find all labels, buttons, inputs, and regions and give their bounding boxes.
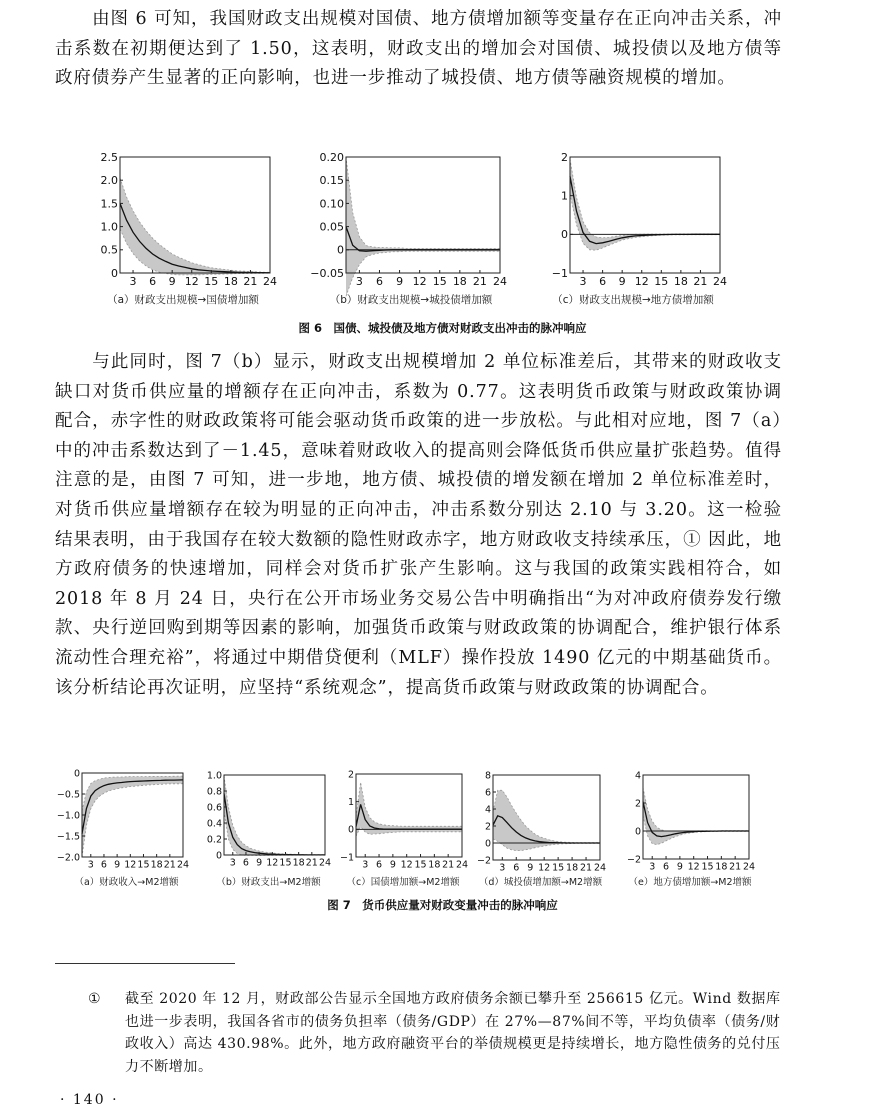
fig6c-ytick-label: −1 — [551, 266, 568, 280]
fig6b-xtick-label: 21 — [472, 275, 487, 288]
page-number: · 140 · — [60, 1092, 119, 1108]
fig7d-chart — [477, 770, 606, 888]
fig7d-ytick-label: 4 — [484, 804, 491, 816]
fig6b-chart — [310, 151, 507, 306]
fig7c-confidence-band — [356, 782, 462, 836]
fig7e-ytick-label: 0 — [634, 826, 641, 838]
fig7d-confidence-band — [493, 790, 600, 850]
fig7b-xtick-label: 15 — [279, 857, 292, 869]
fig6b-ytick-label: 0.20 — [319, 150, 344, 164]
fig6a-xtick-label: 15 — [204, 275, 219, 288]
fig6b-xtick-label: 3 — [355, 275, 363, 288]
fig7c-chart — [340, 769, 468, 888]
figure-6 — [0, 138, 885, 318]
fig7d-ytick-label: 2 — [484, 821, 491, 833]
fig7b-ytick-label: 0.6 — [206, 802, 222, 814]
figure-7 — [0, 762, 885, 894]
fig7c-xtick-label: 15 — [414, 859, 427, 871]
fig7e-xtick-label: 3 — [649, 861, 656, 873]
fig7a-ytick-label: −0.5 — [56, 789, 80, 801]
fig7d-ytick-label: 8 — [484, 770, 491, 782]
fig6a-chart — [101, 151, 278, 306]
fig6a-ytick-label: 0.5 — [100, 243, 118, 257]
fig7b-xtick-label: 6 — [242, 857, 249, 869]
fig7d-xtick-label: 18 — [566, 862, 579, 874]
fig7e-axes-frame — [643, 775, 749, 859]
fig6c-confidence-band — [570, 159, 720, 250]
fig7c-xtick-label: 21 — [442, 859, 455, 871]
fig6a-ytick-label: 2.0 — [100, 174, 118, 188]
fig7b-ytick-label: 1.0 — [206, 770, 222, 782]
fig7a-ytick-label: −2.0 — [56, 852, 80, 864]
fig6a-ytick-label: 1.5 — [100, 197, 118, 211]
fig7c-xtick-label: 24 — [455, 859, 469, 871]
fig6c-subcaption: （c）财政支出规模→地方债增加额 — [552, 294, 714, 306]
fig6b-xtick-label: 6 — [375, 275, 383, 288]
body-paragraph-1-text: 由图 6 可知，我国财政支出规模对国债、地方债增加额等变量存在正向冲击关系，冲击系数在初期便达到了 1.50，这表明，财政支出的增加会对国债、城投债以及地方债等政府债券产生显著的正向影响，也进一步推动了城投债、地方债等融资规模的增加。 — [55, 9, 782, 89]
fig6a-ytick-label: 0 — [111, 266, 118, 280]
fig7b-xtick-label: 18 — [292, 857, 305, 869]
fig6c-response-line — [570, 176, 720, 243]
fig7b-confidence-band — [224, 776, 325, 856]
fig6a-xtick-label: 18 — [223, 275, 238, 288]
fig7a-ytick-label: −1.5 — [56, 831, 80, 843]
fig7a-ytick-label: −1.0 — [56, 810, 80, 822]
fig6b-band-upper — [346, 157, 500, 248]
footnote-text: 截至 2020 年 12 月，财政部公告显示全国地方政府债务余额已攀升至 256615 亿元。Wind 数据库也进一步表明，我国各省市的债务负担率（债务/GDP）在 27%—87%间不等，平均负债率（债务/财政收入）高达 430.98%。此外，地方政府融资平台的举债规模更是持续增长，地方隐性债务的兑付压力不断增加。 — [125, 991, 781, 1075]
body-paragraph-1 — [55, 5, 782, 94]
fig6c-xtick-label: 9 — [618, 275, 626, 288]
fig7c-xtick-label: 12 — [400, 859, 413, 871]
fig7e-xtick-label: 6 — [663, 861, 670, 873]
fig7e-xtick-label: 12 — [687, 861, 700, 873]
fig7b-subcaption: （b）财政支出→M2增额 — [216, 877, 321, 888]
body-paragraph-2 — [55, 348, 782, 703]
fig7a-xtick-label: 24 — [176, 859, 190, 871]
fig7d-ytick-label: 0 — [484, 838, 491, 850]
fig7b-xtick-label: 3 — [229, 857, 236, 869]
fig7c-ytick-label: 2 — [347, 769, 354, 781]
fig7b-xtick-label: 12 — [266, 857, 279, 869]
fig7e-xtick-label: 21 — [729, 861, 742, 873]
fig7c-subcaption: （c）国债增加额→M2增额 — [346, 877, 460, 888]
fig6a-ytick-label: 1.0 — [100, 220, 118, 234]
fig7b-response-line — [224, 793, 325, 855]
footnote-divider — [55, 963, 235, 964]
fig7a-xtick-label: 15 — [137, 859, 150, 871]
fig7a-xtick-label: 9 — [114, 859, 121, 871]
fig7d-xtick-label: 9 — [527, 862, 534, 874]
fig6a-xtick-label: 12 — [184, 275, 199, 288]
fig6a-xtick-label: 6 — [149, 275, 157, 288]
fig6c-ytick-label: 2 — [561, 150, 568, 164]
fig7e-xtick-label: 15 — [701, 861, 714, 873]
figure-7-caption: 图 7 货币供应量对财政变量冲击的脉冲响应 — [327, 898, 558, 912]
footnote — [55, 988, 782, 1078]
fig6b-xtick-label: 24 — [493, 275, 507, 288]
fig6a-ytick-label: 2.5 — [100, 150, 118, 164]
fig7a-xtick-label: 12 — [124, 859, 137, 871]
fig7d-xtick-label: 24 — [593, 862, 607, 874]
fig6b-xtick-label: 12 — [412, 275, 427, 288]
fig7e-ytick-label: −2 — [626, 854, 641, 866]
fig6b-ytick-label: 0.05 — [319, 220, 344, 234]
fig7a-xtick-label: 6 — [100, 859, 107, 871]
fig7d-xtick-label: 6 — [513, 862, 520, 874]
fig7e-xtick-label: 9 — [676, 861, 683, 873]
fig7e-chart — [627, 770, 755, 888]
fig7d-xtick-label: 21 — [579, 862, 593, 874]
fig6b-ytick-label: 0 — [337, 243, 344, 257]
fig6c-xtick-label: 15 — [654, 275, 669, 288]
fig6a-xtick-label: 3 — [129, 275, 137, 288]
fig7e-subcaption: （e）地方债增加额→M2增额 — [628, 877, 752, 888]
fig7a-xtick-label: 18 — [150, 859, 163, 871]
fig6b-xtick-label: 15 — [432, 275, 447, 288]
fig7d-xtick-label: 12 — [538, 862, 551, 874]
fig7c-axes-frame — [356, 774, 462, 857]
fig7a-subcaption: （a）财政收入→M2增额 — [74, 877, 179, 888]
fig7a-chart — [57, 768, 189, 888]
fig7b-ytick-label: 0.4 — [206, 818, 222, 830]
fig7a-xtick-label: 21 — [163, 859, 176, 871]
fig6a-xtick-label: 21 — [243, 275, 258, 288]
fig6a-subcaption: （a）财政支出规模→国债增加额 — [107, 294, 259, 306]
fig7b-xtick-label: 9 — [256, 857, 263, 869]
fig7c-xtick-label: 3 — [362, 859, 369, 871]
fig6c-xtick-label: 3 — [579, 275, 587, 288]
fig7b-ytick-label: 0 — [215, 850, 222, 862]
fig7c-xtick-label: 9 — [389, 859, 396, 871]
fig6b-xtick-label: 9 — [396, 275, 404, 288]
fig6c-band-upper — [570, 159, 720, 238]
fig7d-ytick-label: 6 — [484, 787, 491, 799]
fig7d-xtick-label: 15 — [552, 862, 565, 874]
fig6b-band-lower — [346, 251, 500, 296]
fig6b-xtick-label: 18 — [452, 275, 467, 288]
fig6c-ytick-label: 1 — [561, 189, 568, 203]
fig6b-ytick-label: −0.05 — [310, 266, 344, 280]
fig6b-ytick-label: 0.15 — [319, 174, 344, 188]
fig7c-ytick-label: 1 — [347, 796, 354, 808]
fig6c-xtick-label: 12 — [634, 275, 649, 288]
fig7e-xtick-label: 24 — [742, 861, 756, 873]
fig7d-ytick-label: −2 — [476, 855, 491, 867]
fig7a-confidence-band — [82, 776, 183, 857]
fig7b-xtick-label: 24 — [318, 857, 332, 869]
body-paragraph-2-text: 与此同时，图 7（b）显示，财政支出规模增加 2 单位标准差后，其带来的财政收支缺口对货币供应量的增额存在正向冲击，系数为 0.77。这表明货币政策与财政政策协调配合，赤字性的财政政策将可能会驱动货币政策的进一步放松。与此相对应地，图 7（a）中的冲击系数达到了－1.45，意味着财政收入的提高则会降低货币供应量扩张趋势。值得注意的是，由图 7 可知，进一步地，地方债、城投债的增发额在增加 2 单位标准差时，对货币供应量增额存在较为明显的正向冲击，冲击系数分别达 2.10 与 3.20。这一检验结果表明，由于我国存在较大数额的隐性财政赤字，地方财政收支持续承压，① 因此，地方政府债务的快速增加，同样会对货币扩张产生影响。这与我国的政策实践相符合，如 2018 年 8 月 24 日，央行在公开市场业务交易公告中明确指出“为对冲政府债券发行缴款、央行逆回购到期等因素的影响，加强货币政策与财政政策的协调配合，维护银行体系流动性合理充裕”，将通过中期借贷便利（MLF）操作投放 1490 亿元的中期基础货币。该分析结论再次证明，应坚持“系统观念”，提高货币政策与财政政策的协调配合。 — [55, 352, 782, 698]
fig6c-xtick-label: 24 — [713, 275, 727, 288]
fig7a-ytick-label: 0 — [73, 768, 80, 780]
fig7e-band-upper — [643, 788, 749, 832]
fig7c-ytick-label: 0 — [347, 824, 354, 836]
fig6c-ytick-label: 0 — [561, 228, 568, 242]
fig7e-ytick-label: 4 — [634, 770, 641, 782]
fig6c-xtick-label: 21 — [693, 275, 708, 288]
fig6b-ytick-label: 0.10 — [319, 197, 344, 211]
fig6b-subcaption: （b）财政支出规模→城投债增加额 — [329, 294, 493, 306]
fig6c-xtick-label: 18 — [673, 275, 688, 288]
fig6c-axes-frame — [570, 157, 720, 273]
fig7d-xtick-label: 3 — [499, 862, 506, 874]
fig7e-ytick-label: 2 — [634, 798, 641, 810]
fig6a-xtick-label: 9 — [168, 275, 176, 288]
fig7c-xtick-label: 6 — [376, 859, 383, 871]
fig7c-ytick-label: −1 — [339, 852, 354, 864]
fig6c-chart — [552, 151, 727, 306]
fig7b-ytick-label: 0.8 — [206, 786, 222, 798]
fig7c-xtick-label: 18 — [428, 859, 441, 871]
fig6a-xtick-label: 24 — [263, 275, 277, 288]
fig7b-ytick-label: 0.2 — [206, 834, 222, 846]
fig7a-xtick-label: 3 — [87, 859, 94, 871]
footnote-mark: ① — [88, 991, 102, 1007]
fig7e-xtick-label: 18 — [715, 861, 728, 873]
fig7b-xtick-label: 21 — [305, 857, 318, 869]
fig7b-chart — [207, 770, 331, 888]
fig7d-subcaption: （d）城投债增加额→M2增额 — [478, 877, 603, 888]
fig6c-xtick-label: 6 — [599, 275, 607, 288]
figure-6-caption: 图 6 国债、城投债及地方债对财政支出冲击的脉冲响应 — [298, 321, 587, 335]
